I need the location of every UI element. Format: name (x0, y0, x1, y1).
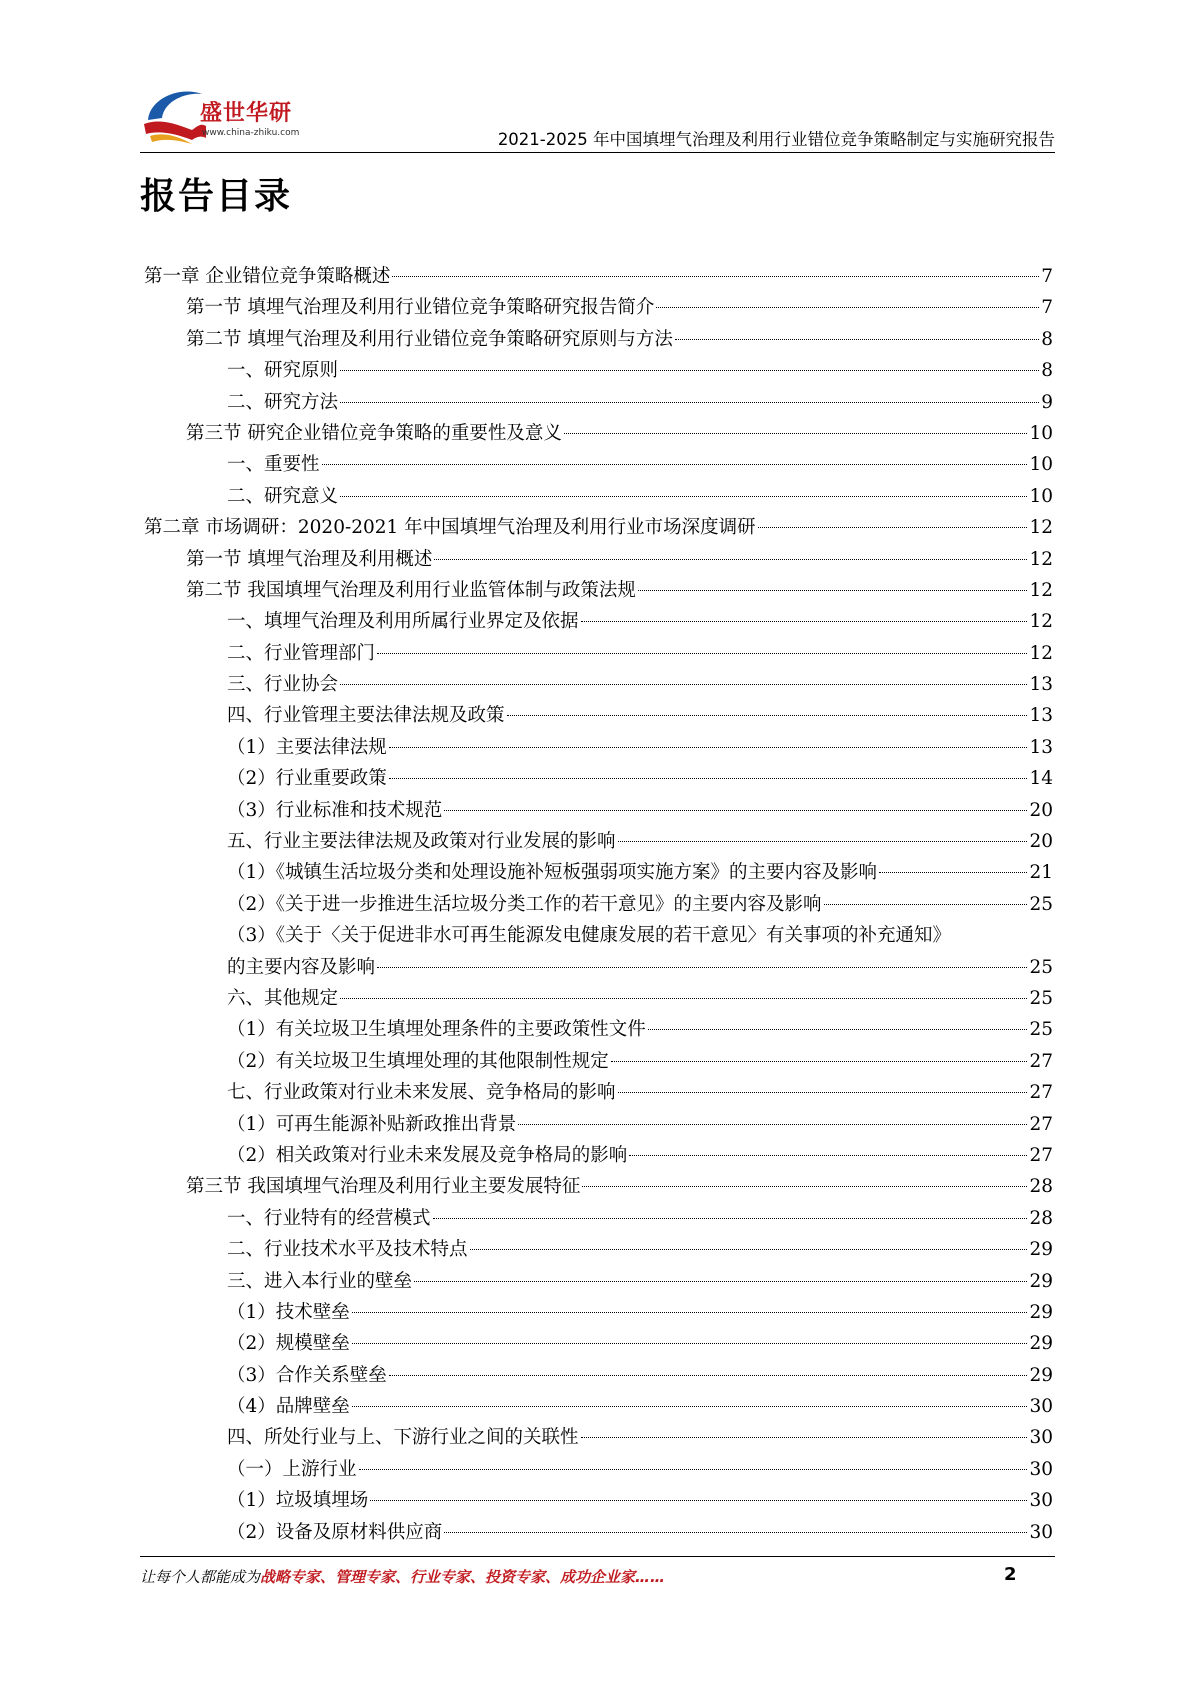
toc-entry-page: 27 (1029, 1113, 1053, 1135)
toc-entry-page: 25 (1029, 956, 1053, 978)
toc-entry-title: （2）有关垃圾卫生填埋处理的其他限制性规定 (227, 1050, 609, 1072)
toc-dot-leader (340, 370, 1039, 371)
toc-dot-leader (322, 464, 1028, 465)
toc-dot-leader (618, 841, 1028, 842)
toc-dot-leader (507, 715, 1028, 716)
toc-entry[interactable] (144, 890, 1053, 921)
toc-entry-page: 29 (1029, 1364, 1053, 1386)
toc-entry-page: 12 (1029, 548, 1053, 570)
toc-dot-leader (433, 1218, 1028, 1219)
footer-slogan (140, 1566, 665, 1587)
page-title: 报告目录 (140, 176, 293, 217)
toc-entry-page: 30 (1029, 1521, 1053, 1543)
toc-dot-leader (518, 1124, 1027, 1125)
toc-dot-leader (675, 339, 1039, 340)
toc-entry[interactable] (144, 576, 1053, 607)
toc-entry-title: （3）《关于〈关于促进非水可再生能源发电健康发展的若干意见〉有关事项的补充通知》 (227, 925, 952, 947)
footer-slogan-highlight: 战略专家、管理专家、行业专家、投资专家、成功企业家…… (260, 1568, 666, 1586)
toc-entry[interactable] (144, 513, 1053, 544)
toc-entry-page: 30 (1029, 1396, 1053, 1418)
toc-entry[interactable] (144, 1204, 1053, 1235)
toc-entry[interactable] (144, 1486, 1053, 1517)
toc-entry-title: 三、进入本行业的壁垒 (227, 1270, 413, 1292)
toc-entry-page: 29 (1029, 1301, 1053, 1323)
report-title: 2021-2025 年中国填埋气治理及利用行业错位竞争策略制定与实施研究报告 (497, 130, 1055, 149)
toc-dot-leader (352, 1343, 1028, 1344)
toc-entry-title: 一、研究原则 (227, 360, 339, 382)
toc-entry-title: （2）相关政策对行业未来发展及竞争格局的影响 (227, 1144, 628, 1166)
toc-entry[interactable] (144, 858, 1053, 889)
toc-entry[interactable] (144, 827, 1053, 858)
toc-entry[interactable] (144, 984, 1053, 1015)
logo-name: 盛世华研 (200, 101, 293, 126)
toc-entry-page: 20 (1029, 831, 1053, 853)
toc-dot-leader (656, 307, 1039, 308)
toc-entry[interactable] (144, 1329, 1053, 1360)
toc-entry-title: 四、所处行业与上、下游行业之间的关联性 (227, 1427, 579, 1449)
toc-entry-page: 27 (1029, 1082, 1053, 1104)
toc-entry[interactable] (144, 670, 1053, 701)
toc-entry[interactable] (144, 325, 1053, 356)
toc-entry-page: 13 (1029, 705, 1053, 727)
toc-entry[interactable] (144, 921, 1053, 952)
toc-dot-leader (582, 1186, 1027, 1187)
toc-entry-title: （2）《关于进一步推进生活垃圾分类工作的若干意见》的主要内容及影响 (227, 893, 822, 915)
toc-dot-leader (377, 653, 1027, 654)
toc-dot-leader (352, 1406, 1028, 1407)
toc-dot-leader (879, 872, 1027, 873)
header-divider (140, 152, 1055, 153)
toc-entry-page: 10 (1029, 454, 1053, 476)
toc-entry[interactable] (144, 1141, 1053, 1172)
toc-entry-page: 8 (1041, 328, 1053, 350)
toc-entry-title: 第三节 研究企业错位竞争策略的重要性及意义 (186, 422, 562, 444)
toc-entry-title: （一）上游行业 (227, 1458, 357, 1480)
toc-dot-leader (370, 1500, 1027, 1501)
toc-entry-title: 二、研究意义 (227, 485, 339, 507)
toc-dot-leader (377, 967, 1027, 968)
footer-slogan-prefix: 让每个人都能成为 (140, 1568, 261, 1586)
toc-entry[interactable] (144, 953, 1053, 984)
toc-entry-title: 第二节 填埋气治理及利用行业错位竞争策略研究原则与方法 (186, 328, 673, 350)
toc-entry-title: 第三节 我国填埋气治理及利用行业主要发展特征 (186, 1176, 581, 1198)
toc-dot-leader (340, 402, 1039, 403)
toc-entry-page: 12 (1029, 579, 1053, 601)
toc-entry[interactable] (144, 293, 1053, 324)
toc-entry-page: 29 (1029, 1239, 1053, 1261)
toc-entry-page: 8 (1041, 360, 1053, 382)
toc-entry-title: （1）《城镇生活垃圾分类和处理设施补短板强弱项实施方案》的主要内容及影响 (227, 862, 878, 884)
toc-entry-page: 12 (1029, 642, 1053, 664)
toc-entry-title: 一、行业特有的经营模式 (227, 1207, 431, 1229)
toc-entry-page: 21 (1029, 862, 1053, 884)
toc-entry-title: （1）技术壁垒 (227, 1301, 350, 1323)
logo-url: www.china-zhiku.com (202, 128, 300, 138)
toc-entry-title: （1）主要法律法规 (227, 736, 387, 758)
toc-entry-title: （4）品牌壁垒 (227, 1396, 350, 1418)
toc-entry-title: （2）设备及原材料供应商 (227, 1521, 443, 1543)
toc-dot-leader (581, 621, 1028, 622)
toc-entry[interactable] (144, 1047, 1053, 1078)
toc-dot-leader (629, 1155, 1027, 1156)
toc-entry-title: 的主要内容及影响 (227, 956, 376, 978)
toc-entry-page: 25 (1029, 1019, 1053, 1041)
toc-entry[interactable] (144, 1235, 1053, 1266)
toc-dot-leader (638, 590, 1028, 591)
toc-entry[interactable] (144, 639, 1053, 670)
toc-entry[interactable] (144, 1015, 1053, 1046)
footer-divider (140, 1556, 1055, 1557)
toc-entry[interactable] (144, 356, 1053, 387)
toc-dot-leader (340, 684, 1027, 685)
toc-entry-page: 27 (1029, 1144, 1053, 1166)
table-of-contents (144, 262, 1053, 1549)
toc-entry-title: 七、行业政策对行业未来发展、竞争格局的影响 (227, 1082, 616, 1104)
toc-entry[interactable] (144, 1455, 1053, 1486)
toc-entry-page: 13 (1029, 674, 1053, 696)
toc-entry[interactable] (144, 1267, 1053, 1298)
toc-dot-leader (434, 559, 1027, 560)
toc-dot-leader (581, 1437, 1028, 1438)
toc-dot-leader (352, 1312, 1028, 1313)
toc-entry-title: （3）合作关系壁垒 (227, 1364, 387, 1386)
toc-dot-leader (389, 1375, 1028, 1376)
toc-dot-leader (359, 1469, 1028, 1470)
toc-entry[interactable] (144, 1392, 1053, 1423)
toc-entry-page: 12 (1029, 517, 1053, 539)
toc-entry[interactable] (144, 607, 1053, 638)
toc-entry[interactable] (144, 1518, 1053, 1549)
toc-entry-page: 7 (1041, 297, 1053, 319)
toc-entry-page: 29 (1029, 1333, 1053, 1355)
toc-dot-leader (824, 904, 1028, 905)
toc-entry-page: 27 (1029, 1050, 1053, 1072)
toc-entry-title: 六、其他规定 (227, 987, 339, 1009)
toc-entry-title: 一、重要性 (227, 454, 320, 476)
toc-entry-title: 第一节 填埋气治理及利用概述 (186, 548, 433, 570)
toc-entry-title: 二、研究方法 (227, 391, 339, 413)
toc-dot-leader (564, 433, 1028, 434)
toc-entry[interactable] (144, 1172, 1053, 1203)
toc-entry-title: （1）有关垃圾卫生填埋处理条件的主要政策性文件 (227, 1019, 646, 1041)
toc-dot-leader (648, 1029, 1028, 1030)
toc-entry[interactable] (144, 388, 1053, 419)
toc-entry-title: 第二章 市场调研：2020-2021 年中国填埋气治理及利用行业市场深度调研 (144, 517, 756, 539)
toc-entry-page: 28 (1029, 1207, 1053, 1229)
toc-entry-page: 10 (1029, 422, 1053, 444)
toc-entry-title: 五、行业主要法律法规及政策对行业发展的影响 (227, 831, 616, 853)
toc-dot-leader (611, 1061, 1028, 1062)
toc-entry-page: 10 (1029, 485, 1053, 507)
toc-entry[interactable] (144, 796, 1053, 827)
toc-entry-title: 四、行业管理主要法律法规及政策 (227, 705, 505, 727)
toc-entry-page: 30 (1029, 1427, 1053, 1449)
toc-entry-page: 25 (1029, 987, 1053, 1009)
toc-entry-title: （1）垃圾填埋场 (227, 1490, 369, 1512)
toc-dot-leader (444, 1532, 1027, 1533)
toc-entry-page: 7 (1041, 266, 1053, 287)
toc-entry-title: 二、行业技术水平及技术特点 (227, 1239, 468, 1261)
toc-entry-page: 30 (1029, 1490, 1053, 1512)
toc-dot-leader (618, 1092, 1028, 1093)
toc-entry-page: 13 (1029, 736, 1053, 758)
toc-entry-title: （3）行业标准和技术规范 (227, 799, 443, 821)
toc-entry-page: 25 (1029, 893, 1053, 915)
toc-entry-page: 30 (1029, 1458, 1053, 1480)
toc-entry-page: 12 (1029, 611, 1053, 633)
toc-entry[interactable] (144, 1110, 1053, 1141)
toc-entry-title: 一、填埋气治理及利用所属行业界定及依据 (227, 611, 579, 633)
toc-entry[interactable] (144, 482, 1053, 513)
toc-entry[interactable] (144, 1298, 1053, 1329)
toc-entry[interactable] (144, 764, 1053, 795)
toc-dot-leader (389, 778, 1028, 779)
toc-entry[interactable] (144, 701, 1053, 732)
toc-entry-title: 第二节 我国填埋气治理及利用行业监管体制与政策法规 (186, 579, 636, 601)
page-number: 2 (1004, 1564, 1017, 1585)
toc-entry[interactable] (144, 450, 1053, 481)
page-header (0, 0, 1191, 160)
toc-entry-page: 14 (1029, 768, 1053, 790)
toc-entry-title: 第一章 企业错位竞争策略概述 (144, 266, 391, 287)
toc-dot-leader (444, 810, 1027, 811)
toc-dot-leader (340, 998, 1027, 999)
toc-entry-title: 第一节 填埋气治理及利用行业错位竞争策略研究报告简介 (186, 297, 655, 319)
toc-dot-leader (392, 276, 1039, 277)
toc-entry-title: （1）可再生能源补贴新政推出背景 (227, 1113, 517, 1135)
toc-entry-page: 9 (1041, 391, 1053, 413)
toc-entry[interactable] (144, 1078, 1053, 1109)
toc-entry[interactable] (144, 1361, 1053, 1392)
toc-dot-leader (758, 527, 1028, 528)
toc-entry-page: 28 (1029, 1176, 1053, 1198)
toc-entry[interactable] (144, 262, 1053, 293)
toc-entry-title: 三、行业协会 (227, 674, 339, 696)
toc-entry[interactable] (144, 545, 1053, 576)
toc-entry-title: 二、行业管理部门 (227, 642, 376, 664)
toc-dot-leader (389, 747, 1028, 748)
toc-dot-leader (470, 1249, 1028, 1250)
toc-entry[interactable] (144, 419, 1053, 450)
toc-entry[interactable] (144, 733, 1053, 764)
toc-entry-title: （2）行业重要政策 (227, 768, 387, 790)
toc-dot-leader (340, 496, 1027, 497)
toc-dot-leader (414, 1281, 1027, 1282)
toc-entry-page: 20 (1029, 799, 1053, 821)
toc-entry-page: 29 (1029, 1270, 1053, 1292)
toc-entry-title: （2）规模壁垒 (227, 1333, 350, 1355)
toc-entry[interactable] (144, 1423, 1053, 1454)
